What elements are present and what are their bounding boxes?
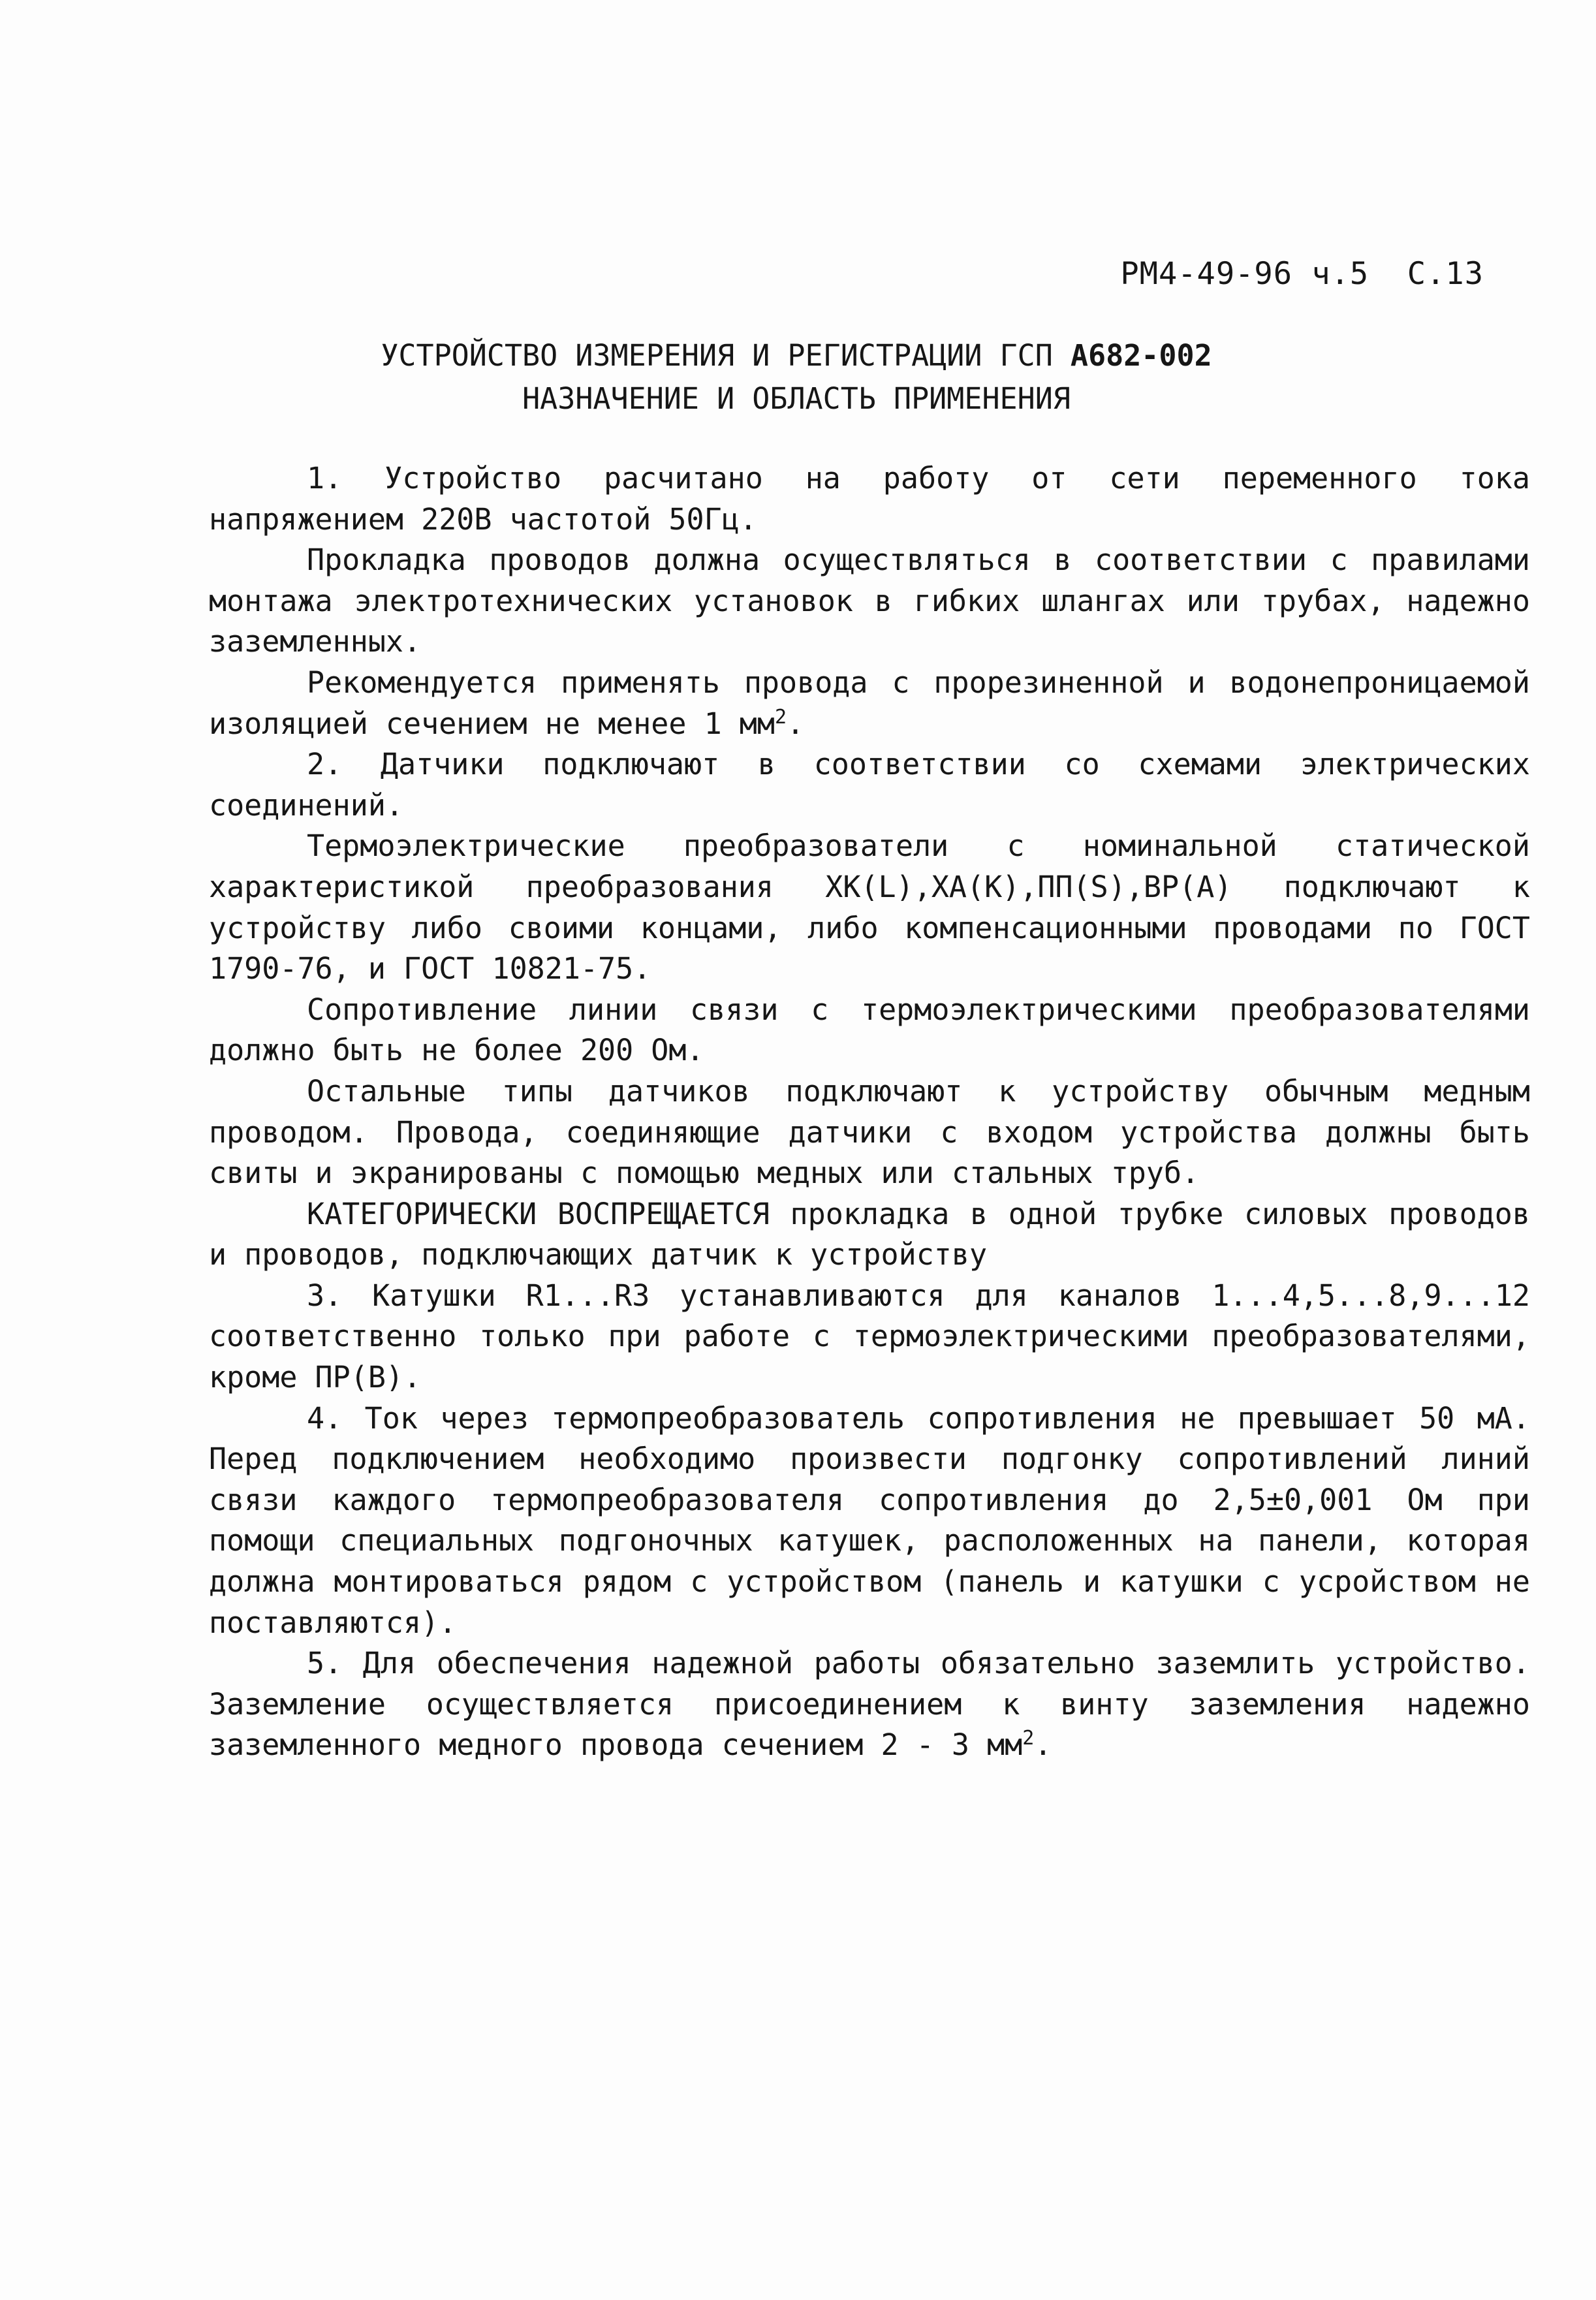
- paragraph-text: Сопротивление линии связи с термоэлектрическими преобразователями должно быть не более 200 Ом.: [209, 992, 1530, 1068]
- paragraph-2: [209, 540, 1530, 663]
- paragraph-text: Рекомендуется применять провода с прорезиненной и водонепроницаемой изоляцией сечением не менее 1 мм: [209, 665, 1530, 741]
- paragraph-text: 4. Ток через термопреобразователь сопротивления не превышает 50 мА. Перед подключением необходимо произвести подгонку сопротивлений линий связи каждого термопреобразователя сопротивления до 2,5±0,001 Ом при помощи специальных подгоночных катушек, расположенных на панели, которая должна монтироваться рядом с устройством (панель и катушки с уcройством не поставляются).: [209, 1400, 1530, 1640]
- document-body: [209, 458, 1530, 1766]
- paragraph-text: КАТЕГОРИЧЕСКИ ВОСПРЕЩАЕТСЯ прокладка в одной трубке силовых проводов и проводов, подключающих датчик к устройству: [209, 1196, 1530, 1272]
- title-line-1: [209, 334, 1384, 377]
- paragraph-end: .: [1034, 1727, 1052, 1763]
- paragraph-text: 5. Для обеспечения надежной работы обязательно заземлить устройство. Заземление осуществляется присоединением к винту заземления надежно заземленного медного провода сечением 2 - 3 мм: [209, 1646, 1530, 1763]
- title-text: УСТРОЙСТВО ИЗМЕРЕНИЯ И РЕГИСТРАЦИИ ГСП: [381, 338, 1071, 373]
- paragraph-4: [209, 744, 1530, 826]
- paragraph-7: [209, 1071, 1530, 1194]
- title-line-2: НАЗНАЧЕНИЕ И ОБЛАСТЬ ПРИМЕНЕНИЯ: [522, 381, 1071, 416]
- paragraph-text: 1. Устройство расчитано на работу от сети переменного тока напряжением 220В частотой 50Гц.: [209, 461, 1530, 537]
- paragraph-end: .: [787, 706, 805, 741]
- paragraph-6: [209, 990, 1530, 1071]
- paragraph-3: [209, 663, 1530, 744]
- paragraph-text: Остальные типы датчиков подключают к устройству обычным медным проводом. Провода, соединяющие датчики с входом устройства должны быть свиты и экранированы с помощью медных или стальных труб.: [209, 1073, 1530, 1191]
- paragraph-text: 3. Катушки R1...R3 устанавливаются для каналов 1...4,5...8,9...12 соответственно только при работе с термоэлектрическими преобразователями, кроме ПР(В).: [209, 1278, 1530, 1395]
- document-code: РМ4-49-96 ч.5 С.13: [1120, 256, 1484, 292]
- paragraph-11: [209, 1643, 1530, 1766]
- paragraph-text: Термоэлектрические преобразователи с номинальной статической характеристикой преобразования ХК(L),ХА(К),ПП(S),ВР(А) подключают к устройству либо своими концами, либо компенсационными проводами по ГОСТ 1790-76, и ГОСТ 10821-75.: [209, 828, 1530, 986]
- paragraph-text: Прокладка проводов должна осуществляться в соответствии с правилами монтажа электротехнических установок в гибких шлангах или трубах, надежно заземленных.: [209, 543, 1530, 659]
- superscript: 2: [774, 705, 787, 729]
- paragraph-9: [209, 1276, 1530, 1398]
- paragraph-10: [209, 1398, 1530, 1644]
- device-model: А682-002: [1070, 338, 1212, 373]
- paragraph-5: [209, 826, 1530, 989]
- paragraph-1: [209, 458, 1530, 540]
- superscript: 2: [1022, 1727, 1035, 1750]
- document-title: [209, 334, 1384, 420]
- paragraph-text: 2. Датчики подключают в соответствии со схемами электрических соединений.: [209, 747, 1530, 823]
- paragraph-8: [209, 1194, 1530, 1276]
